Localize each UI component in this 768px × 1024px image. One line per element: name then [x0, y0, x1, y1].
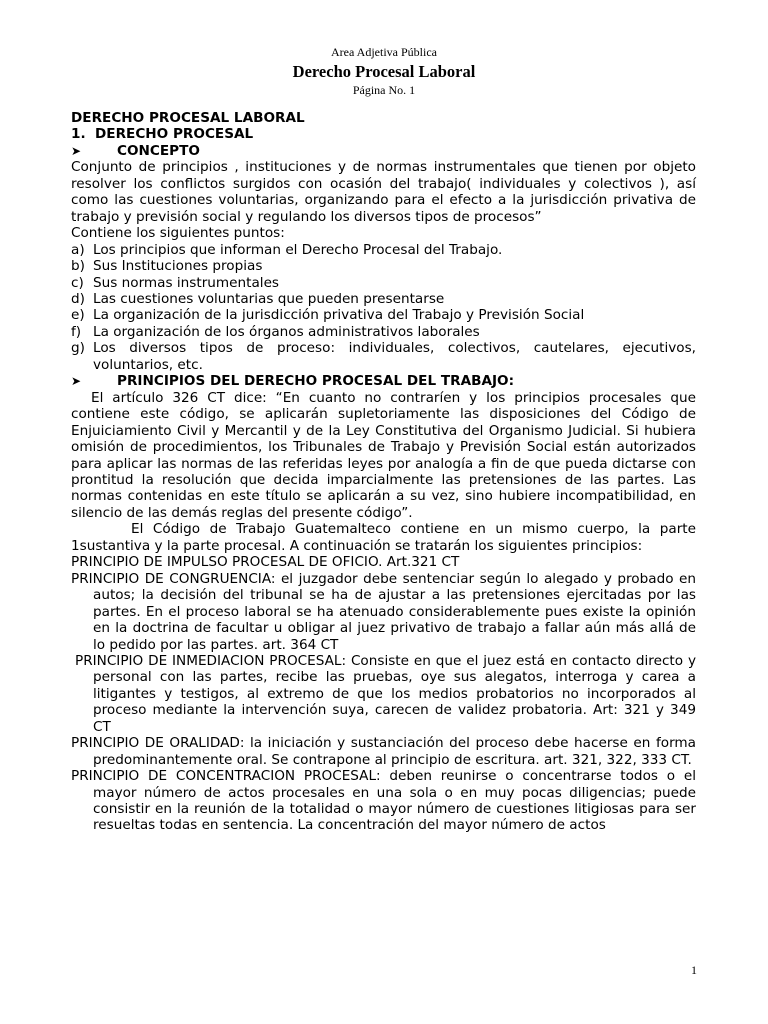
document-body [71, 110, 696, 834]
list-item-letter: c) [71, 274, 84, 291]
header-title: Derecho Procesal Laboral [292, 62, 476, 81]
list-item-letter: g) [71, 340, 85, 357]
points-list [71, 242, 696, 374]
concepto-intro: Contiene los siguientes puntos: [71, 225, 285, 242]
section-title-text: DERECHO PROCESAL [95, 126, 254, 143]
list-item [71, 307, 696, 323]
principios-heading-text: PRINCIPIOS DEL DERECHO PROCESAL DEL TRABAJO: [117, 373, 515, 390]
list-item [71, 275, 696, 291]
list-item-text: Los principios que informan el Derecho Procesal del Trabajo. [93, 241, 503, 258]
arrow-bullet-icon: ➤ [71, 143, 82, 158]
principio-concentracion: PRINCIPIO DE CONCENTRACION PROCESAL: deben reunirse o concentrarse todos o el mayor número de actos procesales en una sola o en muy pocas diligencias; puede consistir en la reunión de la totalidad o mayor número de cuestiones litigiosas para ser resueltas todas en sentencia. La concentración del mayor número de actos [71, 768, 696, 834]
list-item [71, 324, 696, 340]
concepto-text: Conjunto de principios , instituciones y de normas instrumentales que tienen por objeto resolver los conflictos surgidos con ocasión del trabajo( individuales y colectivos ), así como las cuestiones voluntarias, organizando para el efecto a la jurisdicción privativa de trabajo y previsión social y regulando los diversos tipos de procesos” [71, 159, 696, 225]
list-item [71, 242, 696, 258]
list-item-text: La organización de la jurisdicción privativa del Trabajo y Previsión Social [93, 307, 585, 324]
principio-oralidad: PRINCIPIO DE ORALIDAD: la iniciación y sustanciación del proceso debe hacerse en forma predominantemente oral. Se contrapone al principio de escritura. art. 321, 322, 333 CT. [71, 735, 696, 768]
header-page: Página No. 1 [352, 83, 416, 97]
principio-congruencia: PRINCIPIO DE CONGRUENCIA: el juzgador debe sentenciar según lo alegado y probado en autos; la decisión del tribunal se ha de ajustar a las pretensiones ejercitadas por las partes. En el proceso laboral se ha atenuado considerablemente pues existe la opinión en la doctrina de facultar u obligar al juez privativo de trabajo a fallar aún más allá de lo pedido por las partes. art. 364 CT [71, 570, 696, 653]
list-item-text: Sus normas instrumentales [93, 274, 280, 291]
principio-impulso: PRINCIPIO DE IMPULSO PROCESAL DE OFICIO. Art.321 CT [71, 554, 460, 571]
list-item-letter: b) [71, 258, 85, 275]
section-title [71, 126, 696, 142]
principio-inmediacion: PRINCIPIO DE INMEDIACION PROCESAL: Consiste en que el juez está en contacto directo y personal con las partes, recibe las pruebas, oye sus alegatos, interroga y carea a litigantes y testigos, al extremo de que los medios probatorios no incorporados al proceso mediante la intervención suya, carecen de validez probatoria. Art: 321 y 349 CT [75, 652, 696, 735]
codigo-paragraph: El Código de Trabajo Guatemalteco contiene en un mismo cuerpo, la parte 1sustantiva y la parte procesal. A continuación se tratarán los siguientes principios: [71, 521, 696, 554]
principios-heading [71, 373, 696, 389]
concepto-heading [71, 143, 696, 159]
list-item-letter: e) [71, 307, 85, 324]
main-title: DERECHO PROCESAL LABORAL [71, 110, 305, 126]
article-326-paragraph: El artículo 326 CT dice: “En cuanto no contraríen y los principios procesales que contiene este código, se aplicarán supletoriamente las disposiciones del Código de Enjuiciamiento Civil y Mercantil y de la Ley Constitutiva del Organismo Judicial. Si hubiera omisión de procedimientos, los Tribunales de Trabajo y Previsión Social están autorizados para aplicar las normas de las referidas leyes por analogía a fin de que pueda dictarse con prontitud la resolución que decida imparcialmente las pretensiones de las partes. Las normas contenidas en este título se aplicarán a su vez, sino hubiere incompatibilidad, en silencio de las demás reglas del presente código”. [71, 389, 696, 521]
list-item [71, 291, 696, 307]
section-number: 1. [71, 126, 86, 143]
list-item-text: Las cuestiones voluntarias que pueden presentarse [93, 290, 445, 307]
concepto-heading-text: CONCEPTO [117, 142, 200, 159]
list-item-text: Los diversos tipos de proceso: individuales, colectivos, cautelares, ejecutivos, voluntarios, etc. [93, 340, 696, 373]
footer-page-number: 1 [691, 963, 697, 977]
list-item-letter: d) [71, 290, 85, 307]
arrow-bullet-icon: ➤ [71, 374, 82, 389]
list-item-text: La organización de los órganos administrativos laborales [93, 323, 480, 340]
list-item-text: Sus Instituciones propias [93, 258, 263, 275]
header-area: Area Adjetiva Pública [331, 45, 437, 59]
list-item-letter: a) [71, 241, 85, 258]
list-item [71, 258, 696, 274]
list-item [71, 340, 696, 373]
list-item-letter: f) [71, 323, 82, 340]
